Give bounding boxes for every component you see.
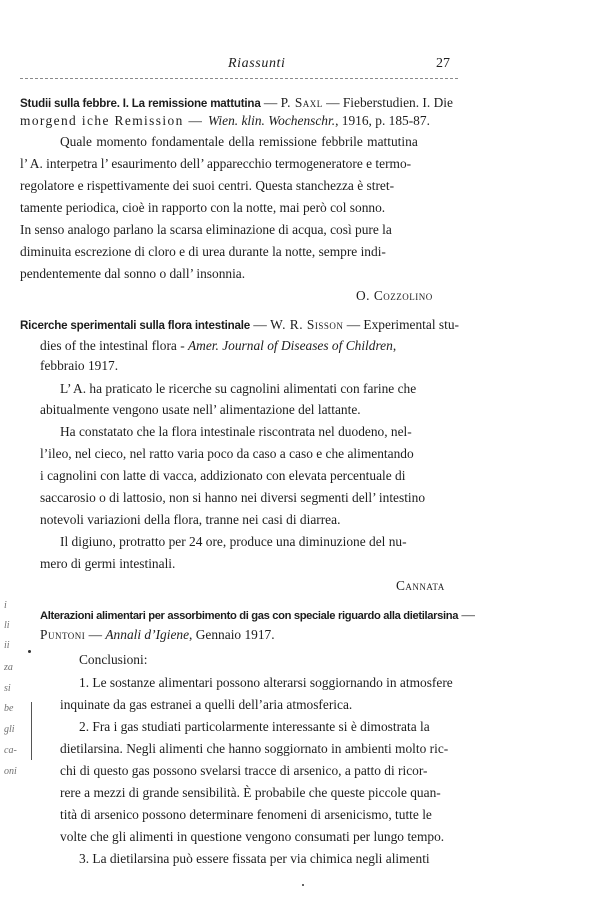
article3-body-line: rere a mezzi di grande sensibilità. È probabile che queste piccole quan- [60,785,441,800]
article3-heading: Alterazioni alimentari per assorbimento di gas con speciale riguardo alla dietilarsina [40,610,459,622]
article1-body-line: l’ A. interpetra l’ esaurimento dell’ apparecchio termogeneratore e termo- [20,156,412,171]
margin-dot [28,650,31,653]
article2-body-line: Ha constatato che la flora intestinale riscontrata nel duodeno, nel- [60,424,412,439]
page-number: 27 [436,56,450,71]
article1-citation-3: , 1916, p. 185-87. [335,113,430,128]
article1-dash: — [260,95,281,110]
article2-citation-line [40,337,396,355]
article2-citation-4: febbraio 1917. [40,358,119,373]
article3-heading-line [40,606,475,625]
article2-body-line: l’ileo, nel cieco, nel ratto varia poco da caso a caso e che alimentando [40,446,414,461]
article2-body-line: Il digiuno, protratto per 24 ore, produce una diminuzione del nu- [60,534,407,549]
article1-body-line: Quale momento fondamentale della remissione febbrile mattutina [60,134,418,149]
margin-fragment: ca- [4,745,17,756]
article1-body-line: diminuita escrezione di cloro e di urea durante la notte, sempre indi- [20,244,386,259]
margin-fragment: si [4,683,11,694]
article1-heading-line [20,94,453,113]
article1-citation-1: — Fieberstudien. I. Die [322,95,453,110]
margin-fragment: li [4,620,10,631]
article2-citation-2: dies of the intestinal flora - [40,338,188,353]
margin-bar [31,702,32,760]
article1-author: P. Saxl [280,95,323,110]
margin-fragment: ii [4,640,10,651]
article2-heading-line [20,316,459,335]
margin-fragment: oni [4,766,17,777]
article1-body-line: regolatore e rispettivamente dei suoi centri. Questa stanchezza è stret- [20,178,395,193]
article2-heading: Ricerche sperimentali sulla flora intestinale [20,319,251,332]
article2-body-line: L’ A. ha praticato le ricerche su cagnolini alimentati con farine che [60,381,417,396]
article3-body-line: volte che gli alimenti in questione vengono consumati per lungo tempo. [60,829,445,844]
article2-journal: Amer. Journal of Diseases of Children [188,338,393,353]
running-title: Riassunti [228,56,286,71]
article3-body-line: 3. La dietilarsina può essere fissata per via chimica negli alimenti [79,851,430,866]
header-rule [20,78,458,79]
article1-body-line: tamente periodica, cioè in rapporto con la notte, mai però col sonno. [20,200,386,215]
article2-body-line: i cagnolini con latte di vacca, addizionato con elevata percentuale di [40,468,406,483]
page-speck [302,884,304,886]
article3-citation-2: , Gennaio 1917. [189,627,275,642]
margin-fragment: za [4,662,13,673]
article2-body-line: mero di germi intestinali. [40,556,176,571]
article3-journal: Annali d’Igiene [105,627,190,642]
article3-body-line: tità di arsenico possono determinare fenomeni di arsenicismo, tutte le [60,807,432,822]
article2-dash: — [250,317,271,332]
article2-citation-3: , [392,338,397,353]
article2-body-line: notevoli variazioni della flora, tranne nei casi di diarrea. [40,512,341,527]
article3-body-line: inquinate da gas estranei a quelli dell’aria atmosferica. [60,697,353,712]
article2-body-line: abitualmente vengono usate nell’ alimentazione del lattante. [40,402,361,417]
article1-citation-line [20,112,430,130]
article2-citation-1: — Experimental stu- [343,317,459,332]
article1-signature: O. Cozzolino [356,288,433,303]
article2-body-line: saccarosio o di lattosio, non si hanno nei diversi segmenti dell’ intestino [40,490,426,505]
article3-body-line: 2. Fra i gas studiati particolarmente interessante si è dimostrata la [79,719,430,734]
article3-author: Puntoni [40,627,86,642]
margin-fragment: i [4,600,7,611]
article3-body-line: 1. Le sostanze alimentari possono alterarsi soggiornando in atmosfere [79,675,453,690]
article3-dash: — [458,607,475,622]
article2-signature: Cannata [396,578,445,593]
article3-body-line: Conclusioni: [79,652,148,667]
article1-journal: Wien. klin. Wochenschr. [208,113,336,128]
margin-fragment: gli [4,724,15,735]
article3-citation-line [40,626,275,644]
article3-body-line: chi di questo gas possono svelarsi tracce di arsenico, a patto di ricor- [60,763,428,778]
article3-body-line: dietilarsina. Negli alimenti che hanno soggiornato in ambienti molto ric- [60,741,449,756]
margin-fragment: be [4,703,14,714]
article2-author: W. R. Sisson [270,317,344,332]
article3-citation-1: — [85,627,106,642]
article1-body-line: pendentemente dal sonno o dall’ insonnia. [20,266,246,281]
article1-body-line: In senso analogo parlano la scarsa eliminazione di acqua, così pure la [20,222,392,237]
article1-citation-2: morgend iche Remission — [20,113,208,128]
article1-heading: Studii sulla febbre. I. La remissione mattutina [20,97,261,110]
